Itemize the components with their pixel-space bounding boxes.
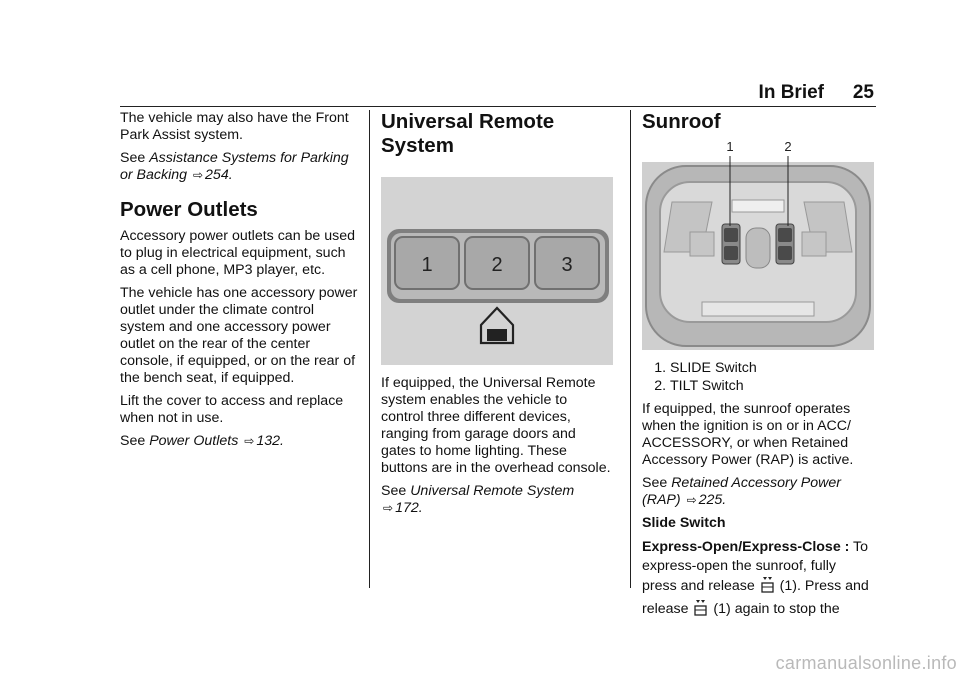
page-ref-arrow-icon: ⇨	[686, 493, 697, 507]
xref-link[interactable]: Universal Remote System	[410, 483, 575, 499]
front-park-text: The vehicle may also have the Front Park Assist system.	[120, 110, 349, 143]
header-rule	[120, 106, 876, 107]
express-label: Express-Open/Express-Close :	[642, 539, 850, 555]
remote-button-label: 2	[491, 254, 503, 276]
column-2	[381, 110, 613, 523]
watermark: carmanualsonline.info	[775, 653, 957, 673]
section-heading: Power Outlets	[120, 198, 258, 221]
sunroof-slide-icon	[694, 599, 707, 622]
remote-button-1	[395, 237, 459, 289]
sunroof-slide-icon	[761, 576, 774, 599]
paragraph: Express-Open/Express-Close : To express-open the sunroof, fully press and release (1). Press and release (1) again to stop the	[642, 538, 876, 622]
page-ref-arrow-icon: ⇨	[244, 434, 255, 448]
subheading: Slide Switch	[642, 515, 726, 531]
xref-page[interactable]: 132.	[256, 433, 284, 449]
column-1	[120, 110, 358, 456]
see-reference: See Assistance Systems for Parking or Backing ⇨ 254.	[120, 150, 349, 183]
legend-item: 2. TILT Switch	[670, 378, 876, 395]
xref-link[interactable]: Assistance Systems for Parking or Backing	[120, 150, 349, 183]
see-reference: See Retained Accessory Power (RAP) ⇨ 225.	[642, 475, 841, 508]
paragraph: Accessory power outlets can be used to plug in electrical equipment, such as a cell phone, MP3 player, etc.	[120, 228, 356, 278]
section-heading: Sunroof	[642, 110, 721, 133]
section-heading: Universal Remote System	[381, 110, 555, 157]
callout-1: 1	[726, 139, 734, 154]
xref-page[interactable]: 225.	[698, 492, 727, 508]
remote-button-label: 1	[421, 254, 433, 276]
sunroof-console-illustration	[642, 139, 874, 350]
column-divider	[630, 110, 631, 588]
remote-button-2	[465, 237, 529, 289]
legend-item: 1. SLIDE Switch	[670, 360, 876, 377]
see-reference: See Universal Remote System ⇨ 172.	[381, 483, 575, 516]
xref-page[interactable]: 254.	[205, 167, 233, 183]
section-title: In Brief	[758, 82, 824, 103]
remote-button-3	[535, 237, 599, 289]
page-ref-arrow-icon: ⇨	[383, 501, 394, 515]
page-number: 25	[852, 82, 874, 103]
xref-link[interactable]: Power Outlets	[149, 433, 239, 449]
paragraph: Lift the cover to access and replace when not in use.	[120, 393, 344, 426]
column-3	[642, 110, 876, 628]
callout-legend	[642, 360, 876, 395]
page-header	[120, 82, 876, 106]
xref-page[interactable]: 172.	[395, 500, 423, 516]
universal-remote-illustration	[381, 177, 613, 365]
callout-2: 2	[784, 139, 792, 154]
column-divider	[369, 110, 370, 588]
paragraph: If equipped, the sunroof operates when the ignition is on or in ACC/ ACCESSORY, or when Retained Accessory Power (RAP) is active.	[642, 401, 854, 468]
paragraph: If equipped, the Universal Remote system enables the vehicle to control three different devices, ranging from garage doors and gates to home lighting. These buttons are in the overhead console.	[381, 375, 611, 476]
page-ref-arrow-icon: ⇨	[192, 168, 204, 182]
remote-button-label: 3	[561, 254, 573, 276]
paragraph: The vehicle has one accessory power outlet under the climate control system and one accessory power outlet on the rear of the center console, if equipped, or on the rear of the bench seat, if equipped.	[120, 285, 358, 386]
see-reference: See Power Outlets ⇨ 132.	[120, 433, 284, 449]
xref-link[interactable]: Retained Accessory Power (RAP)	[642, 475, 841, 508]
